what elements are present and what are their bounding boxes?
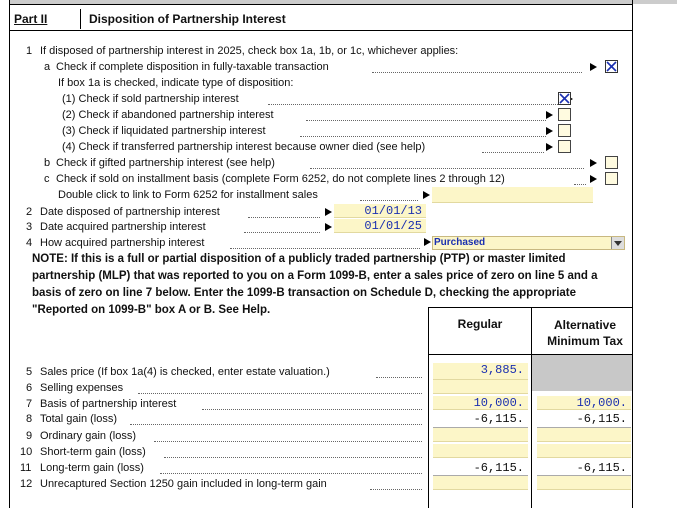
leader-dots [230, 247, 420, 249]
q4-label: How acquired partnership interest [40, 237, 205, 249]
row-label: Ordinary gain (loss) [40, 430, 136, 442]
arrow-icon [590, 63, 597, 71]
right-border [632, 0, 633, 508]
leader-dots [154, 440, 422, 442]
leader-dots [130, 423, 422, 425]
long-term-gain-regular: -6,115. [473, 461, 524, 475]
leader-dots [138, 392, 422, 394]
how-acquired-select[interactable] [432, 236, 625, 250]
leader-dots [372, 71, 582, 73]
row-label: Total gain (loss) [40, 413, 118, 425]
q1a2-label: (2) Check if abandoned partnership interest [62, 109, 274, 121]
arrow-icon [590, 159, 597, 167]
leader-dots [248, 216, 320, 218]
arrow-icon [590, 175, 597, 183]
q1a-letter: a [44, 61, 51, 73]
arrow-icon [546, 143, 553, 151]
leader-dots [268, 103, 560, 105]
row-number: 8 [26, 413, 33, 425]
how-acquired-value: Purchased [434, 237, 486, 248]
sec1250-gain-amt[interactable] [537, 476, 631, 490]
row-label: Sales price (If box 1a(4) is checked, enter estate valuation.) [40, 366, 330, 378]
row-label: Unrecaptured Section 1250 gain included in long-term gain [40, 478, 327, 490]
left-border [9, 0, 10, 508]
leader-dots [482, 151, 544, 153]
q1a2-checkbox[interactable] [558, 108, 571, 121]
q1b-letter: b [44, 157, 51, 169]
q1c-label: Check if sold on installment basis (complete Form 6252, do not complete lines 2 through 12) [56, 173, 505, 185]
q3-number: 3 [26, 221, 33, 233]
sec1250-gain-regular[interactable] [433, 476, 528, 490]
basis-regular[interactable]: 10,000. [433, 396, 528, 410]
leader-dots [574, 183, 586, 185]
arrow-icon [325, 223, 332, 231]
arrow-icon [424, 238, 431, 246]
leader-dots [370, 488, 422, 490]
sales-price-amt-disabled [532, 355, 632, 391]
q1a3-label: (3) Check if liquidated partnership interest [62, 125, 266, 137]
leader-dots [360, 199, 418, 201]
arrow-icon [325, 208, 332, 216]
part-title: Disposition of Partnership Interest [89, 12, 286, 26]
q1-intro: If disposed of partnership interest in 2025, check box 1a, 1b, or 1c, whichever applies: [40, 45, 459, 57]
leader-dots [244, 231, 320, 233]
ptp-note: NOTE: If this is a full or partial disposition of a publicly traded partnership (PTP) or master limited partnership (MLP) that was reported to you on a Form 1099-B, enter a sales price of zero on line 5 and a basis of zero on line 7 below. Enter the 1099-B transaction on Schedule D, checking the appropriate "Reported on 1099-B" box A or B. See Help. [32, 253, 598, 316]
part-header-rule [9, 30, 633, 31]
total-gain-amt: -6,115. [576, 412, 627, 426]
leader-dots [310, 167, 584, 169]
sales-price-regular[interactable]: 3,885. [433, 363, 528, 380]
q1a1-checkbox[interactable] [558, 92, 571, 105]
q1a-sub-label: If box 1a is checked, indicate type of disposition: [58, 77, 294, 89]
q2-number: 2 [26, 206, 33, 218]
leader-dots [300, 135, 546, 137]
row-number: 9 [26, 430, 33, 442]
date-disposed-field[interactable]: 01/01/13 [334, 204, 426, 218]
q1a-checkbox[interactable] [605, 60, 618, 73]
q1b-label: Check if gifted partnership interest (see help) [56, 157, 275, 169]
row-label: Long-term gain (loss) [40, 462, 144, 474]
short-term-gain-amt[interactable] [537, 444, 631, 458]
row-number: 5 [26, 366, 33, 378]
arrow-icon [423, 191, 430, 199]
table-col-rule-1 [428, 307, 429, 508]
ordinary-gain-regular[interactable] [433, 428, 528, 442]
q1b-checkbox[interactable] [605, 156, 618, 169]
date-acquired-field[interactable]: 01/01/25 [334, 219, 426, 233]
basis-amt[interactable]: 10,000. [537, 396, 631, 410]
form-6252-link-label: Double click to link to Form 6252 for installment sales [58, 189, 318, 201]
x-mark-icon [558, 92, 571, 105]
top-rule [9, 4, 633, 5]
arrow-icon [546, 111, 553, 119]
leader-dots [376, 376, 422, 378]
q1a3-checkbox[interactable] [558, 124, 571, 137]
form-6252-link-field[interactable] [432, 187, 593, 203]
x-mark-icon [605, 60, 618, 73]
q1a-label: Check if complete disposition in fully-taxable transaction [56, 61, 329, 73]
q1a4-label: (4) Check if transferred partnership interest because owner died (see help) [62, 141, 426, 153]
ordinary-gain-amt[interactable] [537, 428, 631, 442]
leader-dots [160, 472, 422, 474]
part-tag: Part II [14, 9, 81, 29]
q1c-checkbox[interactable] [605, 172, 618, 185]
q2-label: Date disposed of partnership interest [40, 206, 220, 218]
col-header-regular: Regular [457, 317, 503, 331]
row-label: Selling expenses [40, 382, 124, 394]
q1a4-checkbox[interactable] [558, 140, 571, 153]
chevron-down-icon[interactable] [611, 237, 624, 249]
q4-number: 4 [26, 237, 33, 249]
selling-expenses-regular[interactable] [433, 380, 528, 394]
total-gain-regular: -6,115. [473, 412, 524, 426]
row-number: 6 [26, 382, 33, 394]
row-number: 11 [20, 462, 32, 474]
row-number: 7 [26, 398, 33, 410]
q3-label: Date acquired partnership interest [40, 221, 206, 233]
col-header-amt: Alternative Minimum Tax [547, 318, 623, 348]
q1a1-label: (1) Check if sold partnership interest [62, 93, 239, 105]
q1c-letter: c [44, 173, 50, 185]
long-term-gain-amt: -6,115. [576, 461, 627, 475]
leader-dots [202, 408, 422, 410]
table-col-rule-2 [531, 307, 532, 508]
row-label: Short-term gain (loss) [40, 446, 146, 458]
leader-dots [164, 456, 422, 458]
q1-number: 1 [26, 45, 33, 57]
leader-dots [306, 119, 546, 121]
row-label: Basis of partnership interest [40, 398, 177, 410]
short-term-gain-regular[interactable] [433, 444, 528, 458]
row-number: 10 [20, 446, 33, 458]
row-number: 12 [20, 478, 33, 490]
arrow-icon [546, 127, 553, 135]
